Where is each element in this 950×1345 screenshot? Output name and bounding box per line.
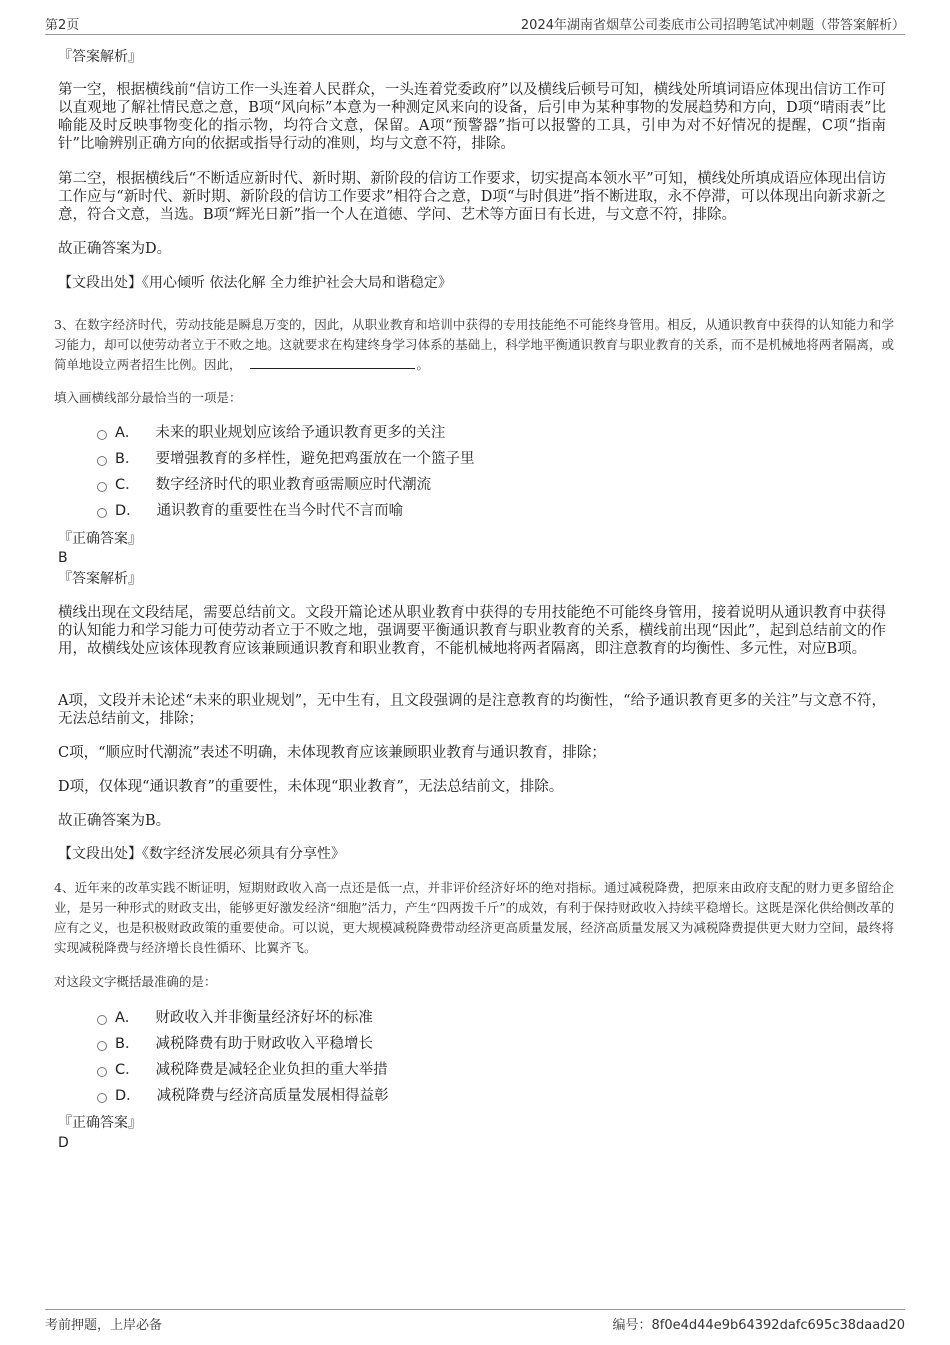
q4-answer-label: 『正确答案』 [58, 1115, 142, 1131]
q3-analysis-para-4: D项，仅体现“通识教育”的重要性，未体现“职业教育”，无法总结前文，排除。 [58, 779, 564, 795]
radio-icon[interactable] [97, 430, 107, 440]
option-text: 通识教育的重要性在当今时代不言而喻 [156, 503, 404, 519]
option-letter: B． [115, 451, 140, 467]
q3-option-a[interactable] [97, 424, 445, 442]
option-text: 数字经济时代的职业教育亟需顺应时代潮流 [155, 477, 432, 493]
q3-option-c[interactable] [97, 476, 431, 494]
q4-prompt: 对这段文字概括最准确的是： [54, 974, 217, 989]
q3-option-d[interactable] [97, 502, 403, 520]
option-letter: D． [115, 503, 141, 519]
radio-icon[interactable] [97, 1041, 107, 1051]
q2-analysis-para-1: 第一空，根据横线前“信访工作一头连着人民群众，一头连着党委政府”以及横线后顿号可知，横线处所填词语应体现出信访工作可以直观地了解社情民意之意，B项“风向标”本意为一种测定风来向的设备，后引申为某种事物的发展趋势和方向，D项“晴雨表”比喻能及时反映事物变化的指示物，均符合文意，保留。A项“预警器”指可以报警的工具，引申为对不好情况的提醒，C项“指南针”比喻辨别正确方向的依据或指导行动的准则，均与文意不符，排除。 [58, 82, 886, 152]
radio-icon[interactable] [97, 482, 107, 492]
q4-option-b[interactable] [97, 1035, 373, 1053]
option-text: 要增强教育的多样性，避免把鸡蛋放在一个篮子里 [155, 451, 475, 467]
radio-icon[interactable] [97, 1015, 107, 1025]
q4-option-c[interactable] [97, 1061, 388, 1079]
q3-stem [54, 315, 894, 375]
q2-source: 【文段出处】《用心倾听 依法化解 全力维护社会大局和谐稳定》 [58, 275, 452, 291]
option-text: 减税降费有助于财政收入平稳增长 [155, 1036, 373, 1052]
document-title: 2024年湖南省烟草公司娄底市公司招聘笔试冲刺题（带答案解析） [520, 18, 905, 33]
page-footer [45, 1309, 905, 1332]
radio-icon[interactable] [97, 508, 107, 518]
option-text: 减税降费与经济高质量发展相得益彰 [156, 1088, 389, 1104]
q3-analysis-label: 『答案解析』 [58, 571, 142, 587]
q3-analysis-para-3: C项，“顺应时代潮流”表述不明确，未体现教育应该兼顾职业教育与通识教育，排除； [58, 745, 606, 761]
page-header [45, 14, 905, 35]
q3-prompt: 填入画横线部分最恰当的一项是： [54, 390, 242, 405]
q3-conclusion: 故正确答案为B。 [58, 813, 171, 829]
q2-conclusion: 故正确答案为D。 [58, 241, 172, 257]
q4-stem: 4、近年来的改革实践不断证明，短期财政收入高一点还是低一点，并非评价经济好坏的绝对指标。通过减税降费，把原来由政府支配的财力更多留给企业，是另一种形式的财政支出，能够更好激发经济“细胞”活力，产生“四两拨千斤”的成效，有利于保持财政收入持续平稳增长。这既是深化供给侧改革的应有之义，也是积极财政政策的重要使命。可以说，更大规模减税降费带动经济更高质量发展，经济高质量发展又为减税降费提供更大财力空间，最终将实现减税降费与经济增长良性循环、比翼齐飞。 [54, 880, 894, 955]
q3-stem-end: 。 [416, 357, 430, 372]
q2-analysis-label: 『答案解析』 [58, 49, 142, 65]
q3-stem-text: 3、在数字经济时代，劳动技能是瞬息万变的，因此，从职业教育和培训中获得的专用技能绝不可能终身管用。相反，从通识教育中获得的认知能力和学习能力，却可以使劳动者立于不败之地。这就要求在构建终身学习体系的基础上，科学地平衡通识教育与职业教育的关系，而不是机械地将两者隔离，或简单地设立两者招生比例。因此， [54, 317, 894, 372]
q3-source: 【文段出处】《数字经济发展必须具有分享性》 [58, 846, 345, 862]
document-id: 编号：8f0e4d44e9b64392dafc695c38daad20 [612, 1318, 905, 1333]
q3-analysis-para-1: 横线出现在文段结尾，需要总结前文。文段开篇论述从职业教育中获得的专用技能绝不可能终身管用，接着说明从通识教育中获得的认知能力和学习能力可使劳动者立于不败之地，强调要平衡通识教育与职业教育的关系，横线前出现“因此”，起到总结前文的作用，故横线处应该体现教育应该兼顾通识教育和职业教育，不能机械地将两者隔离，即注意教育的均衡性、多元性，对应B项。 [58, 605, 886, 657]
q3-answer: B [58, 550, 68, 566]
option-text: 未来的职业规划应该给予通识教育更多的关注 [155, 425, 446, 441]
option-text: 财政收入并非衡量经济好坏的标准 [155, 1010, 373, 1026]
option-text: 减税降费是减轻企业负担的重大举措 [155, 1062, 388, 1078]
q2-analysis-para-2: 第二空，根据横线后“不断适应新时代、新时期、新阶段的信访工作要求，切实提高本领水平”可知，横线处所填成语应体现出信访工作应与“新时代、新时期、新阶段的信访工作要求”相符合之意，D项“与时俱进”指不断进取，永不停滞，可以体现出向新求新之意，符合文意，当选。B项“辉光日新”指一个人在道德、学问、艺术等方面日有长进，与文意不符，排除。 [58, 171, 886, 223]
q3-answer-label: 『正确答案』 [58, 531, 142, 547]
option-letter: C． [115, 477, 140, 493]
radio-icon[interactable] [97, 456, 107, 466]
option-letter: A． [115, 425, 140, 441]
radio-icon[interactable] [97, 1093, 107, 1103]
option-letter: A． [115, 1010, 140, 1026]
q3-answer-blank [250, 358, 415, 369]
option-letter: C． [115, 1062, 140, 1078]
radio-icon[interactable] [97, 1067, 107, 1077]
q4-option-d[interactable] [97, 1087, 389, 1105]
footer-slogan: 考前押题，上岸必备 [45, 1318, 163, 1333]
option-letter: B． [115, 1036, 140, 1052]
q4-option-a[interactable] [97, 1009, 373, 1027]
q4-answer: D [58, 1135, 69, 1151]
q3-analysis-para-2: A项，文段并未论述“未来的职业规划”，无中生有，且文段强调的是注意教育的均衡性，“给予通识教育更多的关注”与文意不符，无法总结前文，排除； [58, 693, 886, 727]
q3-option-b[interactable] [97, 450, 474, 468]
page-number: 第2页 [45, 18, 80, 33]
option-letter: D． [115, 1088, 141, 1104]
